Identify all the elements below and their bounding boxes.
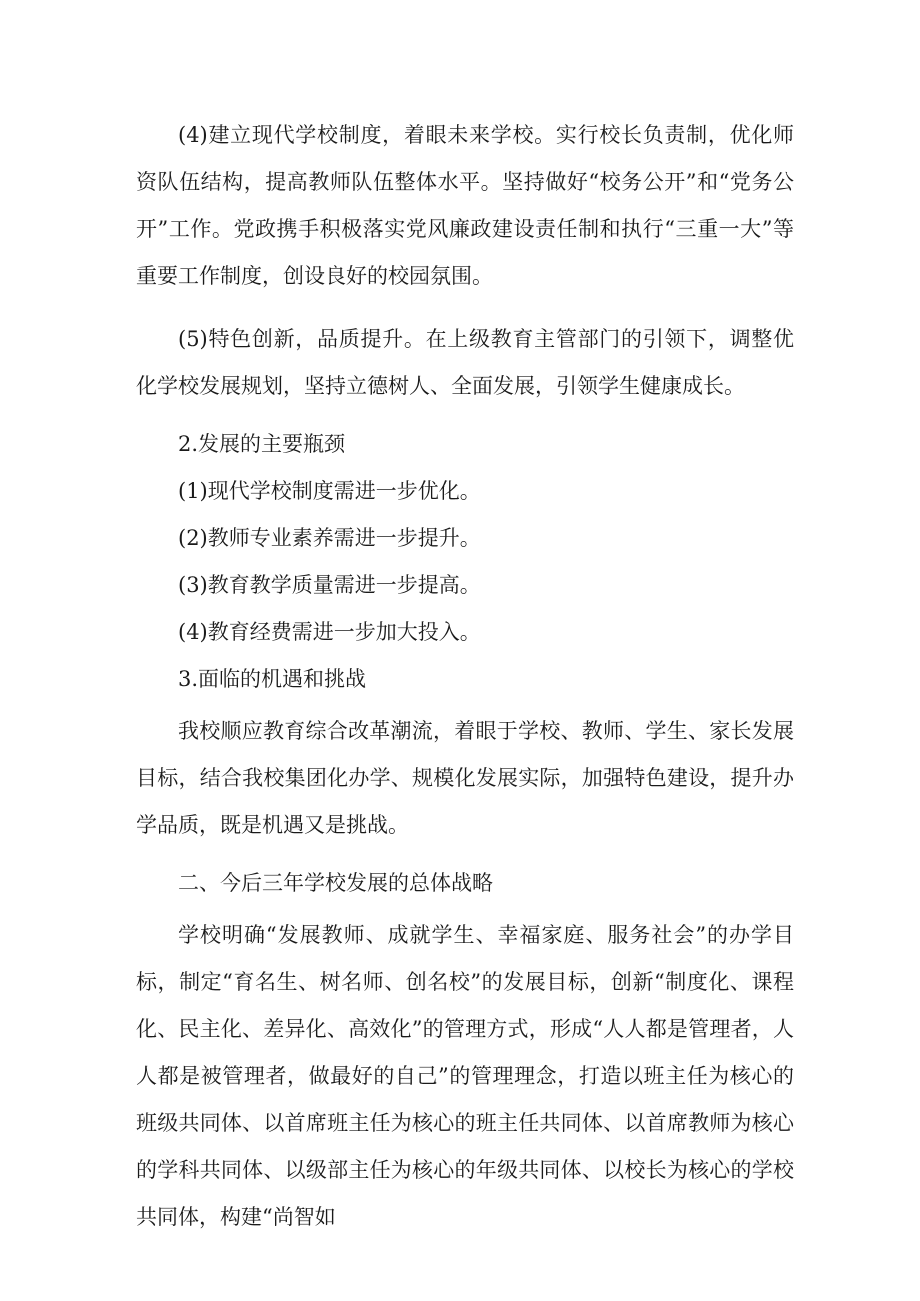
document-body bbox=[136, 112, 794, 1241]
heading-bottlenecks: 2.发展的主要瓶颈 bbox=[178, 432, 346, 456]
heading-overall-strategy: 二、今后三年学校发展的总体战略 bbox=[178, 871, 493, 895]
list-item-bottleneck-4: (4)教育经费需进一步加大投入。 bbox=[178, 620, 481, 644]
paragraph-overall-strategy: 学校明确“发展教师、成就学生、幸福家庭、服务社会”的办学目标，制定“育名生、树名师、创名校”的发展目标，创新“制度化、课程化、民主化、差异化、高效化”的管理方式，形成“人人都是管理者，人人都是被管理者，做最好的自己”的管理理念，打造以班主任为核心的班级共同体、以首席班主任为核心的班主任共同体、以首席教师为核心的学科共同体、以级部主任为核心的年级共同体、以校长为核心的学校共同体，构建“尚智如 bbox=[136, 923, 794, 1229]
heading-opportunities: 3.面临的机遇和挑战 bbox=[178, 667, 367, 691]
paragraph-school-system: (4)建立现代学校制度，着眼未来学校。实行校长负责制，优化师资队伍结构，提高教师队伍整体水平。坚持做好“校务公开”和“党务公开”工作。党政携手积极落实党风廉政建设责任制和执行“三重一大”等重要工作制度，创设良好的校园氛围。 bbox=[136, 123, 794, 288]
list-item-bottleneck-3: (3)教育教学质量需进一步提高。 bbox=[178, 573, 481, 597]
paragraph-opportunities: 我校顺应教育综合改革潮流，着眼于学校、教师、学生、家长发展目标，结合我校集团化办学、规模化发展实际，加强特色建设，提升办学品质，既是机遇又是挑战。 bbox=[136, 719, 794, 837]
list-item-bottleneck-1: (1)现代学校制度需进一步优化。 bbox=[178, 479, 481, 503]
list-item-bottleneck-2: (2)教师专业素养需进一步提升。 bbox=[178, 526, 481, 550]
paragraph-feature-innovation: (5)特色创新，品质提升。在上级教育主管部门的引领下，调整优化学校发展规划，坚持立德树人、全面发展，引领学生健康成长。 bbox=[136, 327, 794, 398]
